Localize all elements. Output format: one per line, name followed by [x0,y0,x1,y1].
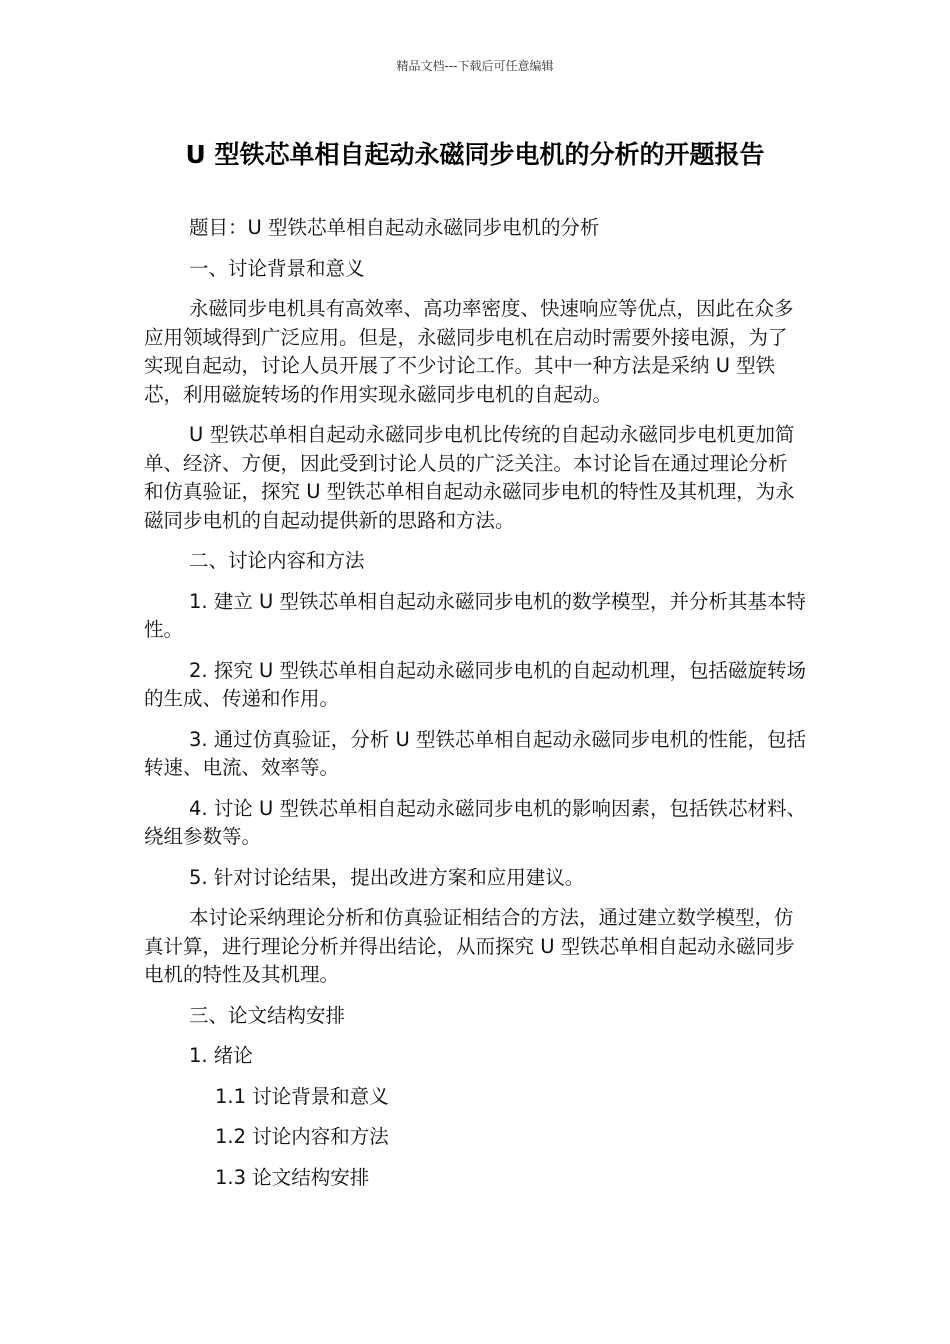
document-title: U 型铁芯单相自起动永磁同步电机的分析的开题报告 [185,140,765,169]
content-item-4: 4. 讨论 U 型铁芯单相自起动永磁同步电机的影响因素，包括铁芯材料、绕组参数等。 [144,796,806,848]
outline-item-1-2: 1.2 讨论内容和方法 [215,1125,389,1148]
background-paragraph-2: U 型铁芯单相自起动永磁同步电机比传统的自起动永磁同步电机更加简单、经济、方便，因此受到讨论人员的广泛关注。本讨论旨在通过理论分析和仿真验证，探究 U 型铁芯单相自起动永磁同步电机的特性及其机理，为永磁同步电机的自起动提供新的思路和方法。 [144,423,795,532]
document-body [144,214,806,1204]
content-item-3: 3. 通过仿真验证，分析 U 型铁芯单相自起动永磁同步电机的性能，包括转速、电流、效率等。 [144,727,806,779]
content-item-5: 5. 针对讨论结果，提出改进方案和应用建议。 [189,865,585,889]
section-heading-content-method: 二、讨论内容和方法 [189,549,365,572]
method-paragraph: 本讨论采纳理论分析和仿真验证相结合的方法，通过建立数学模型，仿真计算，进行理论分析并得出结论，从而探究 U 型铁芯单相自起动永磁同步电机的特性及其机理。 [144,906,795,986]
header-note: 精品文档---下载后可任意编辑 [396,59,554,73]
background-paragraph-1: 永磁同步电机具有高效率、高功率密度、快速响应等优点，因此在众多应用领域得到广泛应用。但是，永磁同步电机在启动时需要外接电源，为了实现自起动，讨论人员开展了不少讨论工作。其中一种方法是采纳 U 型铁芯，利用磁旋转场的作用实现永磁同步电机的自起动。 [144,297,794,406]
topic-line: 题目：U 型铁芯单相自起动永磁同步电机的分析 [189,216,600,239]
section-heading-background: 一、讨论背景和意义 [189,256,365,280]
content-item-1: 1. 建立 U 型铁芯单相自起动永磁同步电机的数学模型，并分析其基本特性。 [144,589,806,641]
outline-item-1-3: 1.3 论文结构安排 [215,1165,370,1189]
outline-item-1-1: 1.1 讨论背景和意义 [215,1084,389,1108]
section-heading-structure: 三、论文结构安排 [189,1003,346,1027]
content-item-2: 2. 探究 U 型铁芯单相自起动永磁同步电机的自起动机理，包括磁旋转场的生成、传递和作用。 [144,658,806,710]
outline-item-1: 1. 绪论 [189,1044,253,1067]
